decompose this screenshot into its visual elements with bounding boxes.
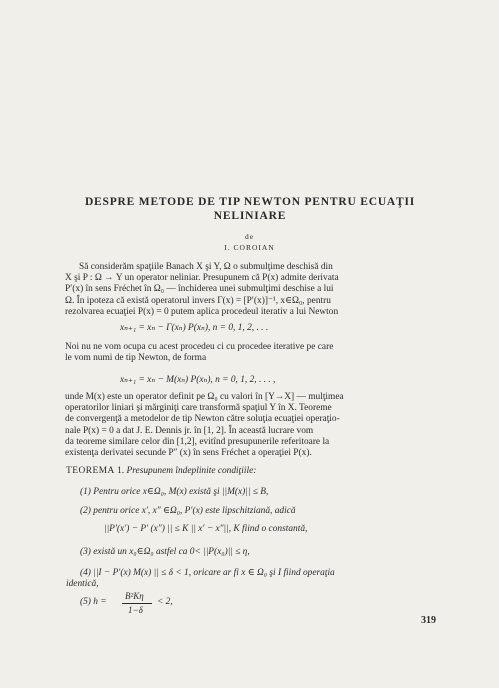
- condition-5-tail: < 2,: [157, 597, 173, 607]
- text-line: de convergenţă a metodelor de tip Newton către soluţia ecuaţiei operaţio-: [65, 414, 340, 425]
- condition-5-denominator: 1−δ: [128, 605, 143, 615]
- theorem-intro: Presupunem îndeplinite condiţiile:: [126, 466, 257, 476]
- text-line: le vom numi de tip Newton, de forma: [65, 353, 207, 364]
- title-line-2: NELINIARE: [213, 210, 287, 222]
- theorem-label: TEOREMA: [66, 466, 115, 476]
- paragraph-intro: [65, 262, 387, 318]
- paragraph-definitions: [65, 392, 387, 459]
- condition-4: (4) ||I − P′(x) M(x) || ≤ δ < 1, oricare ar fi x ∈ Ω₀ şi I fiind operaţia: [80, 568, 335, 578]
- condition-2: (2) pentru orice x′, x″ ∈Ω₀, P′(x) este lipschitziană, adică: [80, 506, 296, 516]
- theorem-heading: [66, 466, 256, 476]
- text-line: Ω. În ipoteza că există operatorul invers Γ(x) = [P′(x)]⁻¹, x∈Ω₀, pentru: [65, 295, 331, 306]
- condition-2-formula: ||P′(x′) − P′ (x″) || ≤ K || x′ − x″||, K fiind o constantă,: [104, 524, 308, 534]
- author-name: I. COROIAN: [224, 243, 275, 252]
- fraction-bar: [122, 603, 152, 604]
- equation-newton-type: xₙ₊₁ = xₙ − M(xₙ) P(xₙ), n = 0, 1, 2, . . . ,: [120, 375, 276, 385]
- text-line: P′(x) în sens Fréchet în Ω₀ — închiderea unei submulţimi deschise a lui: [65, 284, 334, 295]
- text-line: rezolvarea ecuaţiei P(x) = 0 putem aplica procedeul iterativ a lui Newton: [65, 306, 339, 317]
- text-line: X şi P : Ω → Y un operator neliniar. Presupunem că P(x) admite derivata: [65, 273, 339, 284]
- condition-3: (3) există un x₀∈Ω₀ astfel ca 0< ||P(x₀)|| ≤ η,: [80, 547, 250, 557]
- paragraph-newton-type: [65, 342, 387, 364]
- equation-newton: xₙ₊₁ = xₙ − Γ(xₙ) P(xₙ), n = 0, 1, 2, . . .: [120, 323, 269, 333]
- text-line: nale P(x) = 0 a dat J. E. Dennis jr. în [1, 2]. În această lucrare vom: [65, 425, 314, 436]
- page-number: 319: [421, 615, 436, 626]
- text-line: da teoreme similare celor din [1,2], evitînd presupunerile referitoare la: [65, 436, 330, 447]
- text-line: Noi nu ne vom ocupa cu acest procedeu ci cu procedee iterative pe care: [65, 342, 334, 352]
- text-line: operatorilor liniari şi mărginiţi care transformă spaţiul Y în X. Teoreme: [65, 403, 332, 414]
- text-line: Să considerăm spaţiile Banach X şi Y, Ω o submulţime deschisă din: [79, 262, 333, 272]
- condition-5-lead: (5) h =: [80, 597, 107, 607]
- text-line: unde M(x) este un operator definit pe Ω₀ cu valori în [Y→X] — mulţimea: [65, 392, 344, 402]
- condition-5-numerator: B²Kη: [125, 591, 144, 601]
- theorem-number: 1.: [117, 466, 125, 476]
- byline-de: de: [244, 232, 255, 241]
- condition-1: (1) Pentru orice x∈Ω₀, M(x) există şi ||M(x)|| ≤ B,: [80, 487, 269, 497]
- text-line: existenţa derivatei secunde P″ (x) în sens Fréchet a operaţiei P(x).: [65, 447, 312, 458]
- title-line-1: DESPRE METODE DE TIP NEWTON PENTRU ECUAŢII: [84, 196, 416, 208]
- paper-title: [40, 195, 460, 223]
- condition-4-continued: identică,: [66, 579, 99, 589]
